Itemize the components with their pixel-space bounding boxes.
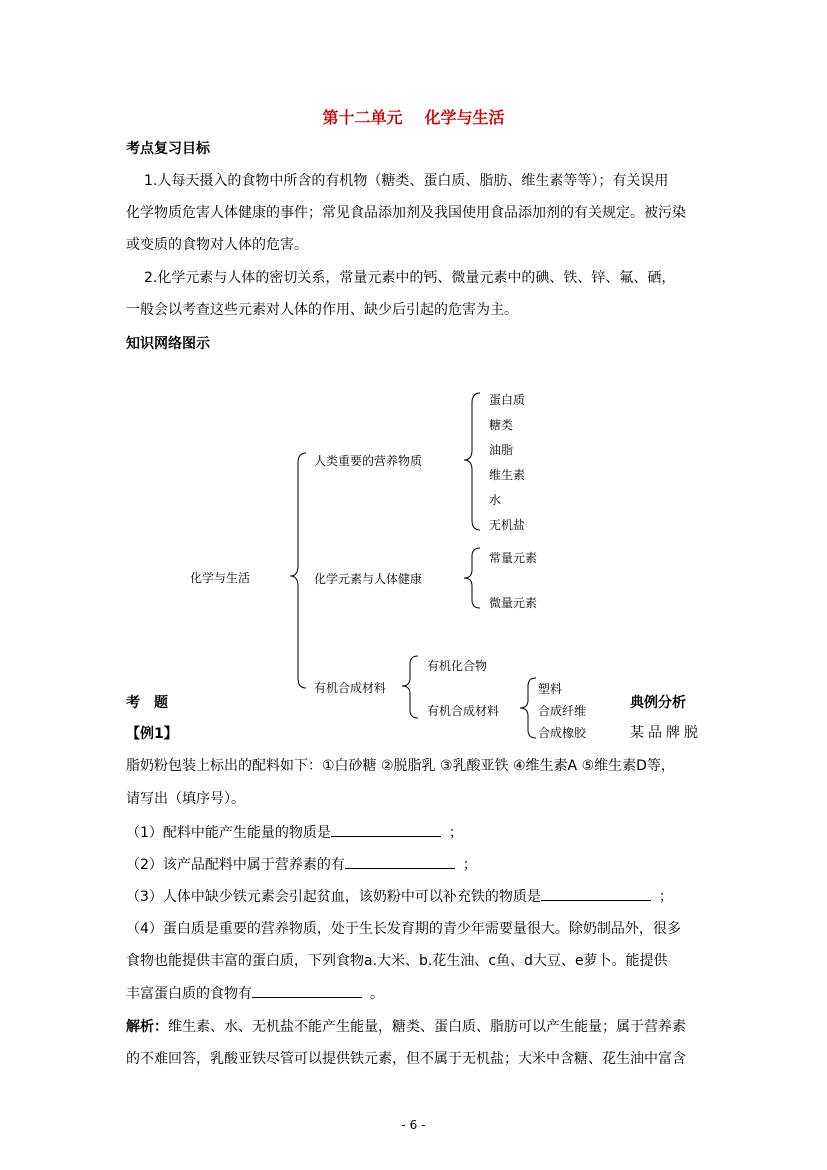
heading-knowledge-map: 知识网络图示 xyxy=(126,336,210,352)
question-1: （1）配料中能产生能量的物质是 ； xyxy=(126,822,463,843)
analysis-label: 解析： xyxy=(126,1019,168,1035)
branch1-brace xyxy=(464,393,480,530)
tree-item-minerals: 无机盐 xyxy=(489,518,526,532)
question-3: （3）人体中缺少铁元素会引起贫血，该奶粉中可以补充铁的物质是 ； xyxy=(126,886,673,907)
goal-1-line-1: 1.人每天摄入的食物中所含的有机物（糖类、蛋白质、脂肪、维生素等等）；有关误用 xyxy=(144,173,669,189)
tree-branch-synthetic: 有机合成材料 xyxy=(314,681,387,695)
synthetic-brace xyxy=(520,678,536,738)
question-4-line-1: （4）蛋白质是重要的营养物质，处于生长发育期的青少年需要量很大。除奶制品外，很多 xyxy=(126,921,681,937)
tree-item-protein: 蛋白质 xyxy=(489,393,526,407)
tree-item-synthetic-rubber: 合成橡胶 xyxy=(538,726,587,740)
analysis-line-1: 解析：维生素、水、无机盐不能产生能量，糖类、蛋白质、脂肪可以产生能量；属于营养素 xyxy=(126,1019,686,1035)
tree-item-organic-compounds: 有机化合物 xyxy=(427,659,488,673)
tree-root: 化学与生活 xyxy=(190,571,251,585)
answer-blank-3[interactable] xyxy=(541,886,651,901)
heading-example-analysis: 典例分析 xyxy=(630,695,686,711)
goal-1-line-3: 或变质的食物对人体的危害。 xyxy=(126,237,308,253)
question-4-line-3: 丰富蛋白质的食物有 。 xyxy=(126,983,384,1004)
goal-2-line-2: 一般会以考查这些元素对人体的作用、缺少后引起的危害为主。 xyxy=(126,302,518,318)
heading-exam: 考 题 xyxy=(126,695,168,711)
answer-blank-1[interactable] xyxy=(331,822,441,837)
answer-blank-4[interactable] xyxy=(252,983,362,998)
tree-item-synthetic-fibers: 合成纤维 xyxy=(538,704,587,718)
title-topic: 化学与生活 xyxy=(424,108,505,127)
root-brace xyxy=(290,453,306,688)
analysis-line-2: 的不难回答，乳酸亚铁尽管可以提供铁元素，但不属于无机盐；大米中含糖、花生油中富含 xyxy=(126,1051,686,1067)
tree-item-plastics: 塑料 xyxy=(538,682,563,696)
example-side-text: 某品牌脱 xyxy=(630,725,702,741)
tree-branch-nutrients: 人类重要的营养物质 xyxy=(314,454,423,468)
answer-blank-2[interactable] xyxy=(345,854,455,869)
tree-item-synthetic-materials: 有机合成材料 xyxy=(427,704,500,718)
example-intro-line-1: 脂奶粉包装上标出的配料如下：①白砂糖 ②脱脂乳 ③乳酸亚铁 ④维生素A ⑤维生素D等， xyxy=(126,758,675,774)
branch3-brace xyxy=(402,656,418,718)
tree-item-water: 水 xyxy=(489,493,502,507)
tree-item-trace-elements: 微量元素 xyxy=(489,596,538,610)
tree-item-oils: 油脂 xyxy=(489,443,514,457)
page-title xyxy=(0,105,827,128)
question-2: （2）该产品配料中属于营养素的有 ； xyxy=(126,854,477,875)
tree-branch-elements: 化学元素与人体健康 xyxy=(314,572,423,586)
page-number: - 6 - xyxy=(401,1118,426,1132)
goal-2-line-1: 2.化学元素与人体的密切关系，常量元素中的钙、微量元素中的碘、铁、锌、氟、硒， xyxy=(144,270,676,286)
heading-review-goals: 考点复习目标 xyxy=(126,141,210,157)
question-4-line-2: 食物也能提供丰富的蛋白质，下列食物a.大米、b.花生油、c鱼、d大豆、e萝卜。能提供 xyxy=(126,953,668,969)
example-label: 【例1】 xyxy=(126,726,178,742)
goal-1-line-2: 化学物质危害人体健康的事件；常见食品添加剂及我国使用食品添加剂的有关规定。被污染 xyxy=(126,205,686,221)
example-intro-line-2: 请写出（填序号）。 xyxy=(126,791,245,807)
tree-item-sugars: 糖类 xyxy=(489,418,514,432)
branch2-brace xyxy=(464,548,480,608)
tree-item-macro-elements: 常量元素 xyxy=(489,551,538,565)
title-unit: 第十二单元 xyxy=(322,108,403,127)
tree-item-vitamins: 维生素 xyxy=(489,468,526,482)
